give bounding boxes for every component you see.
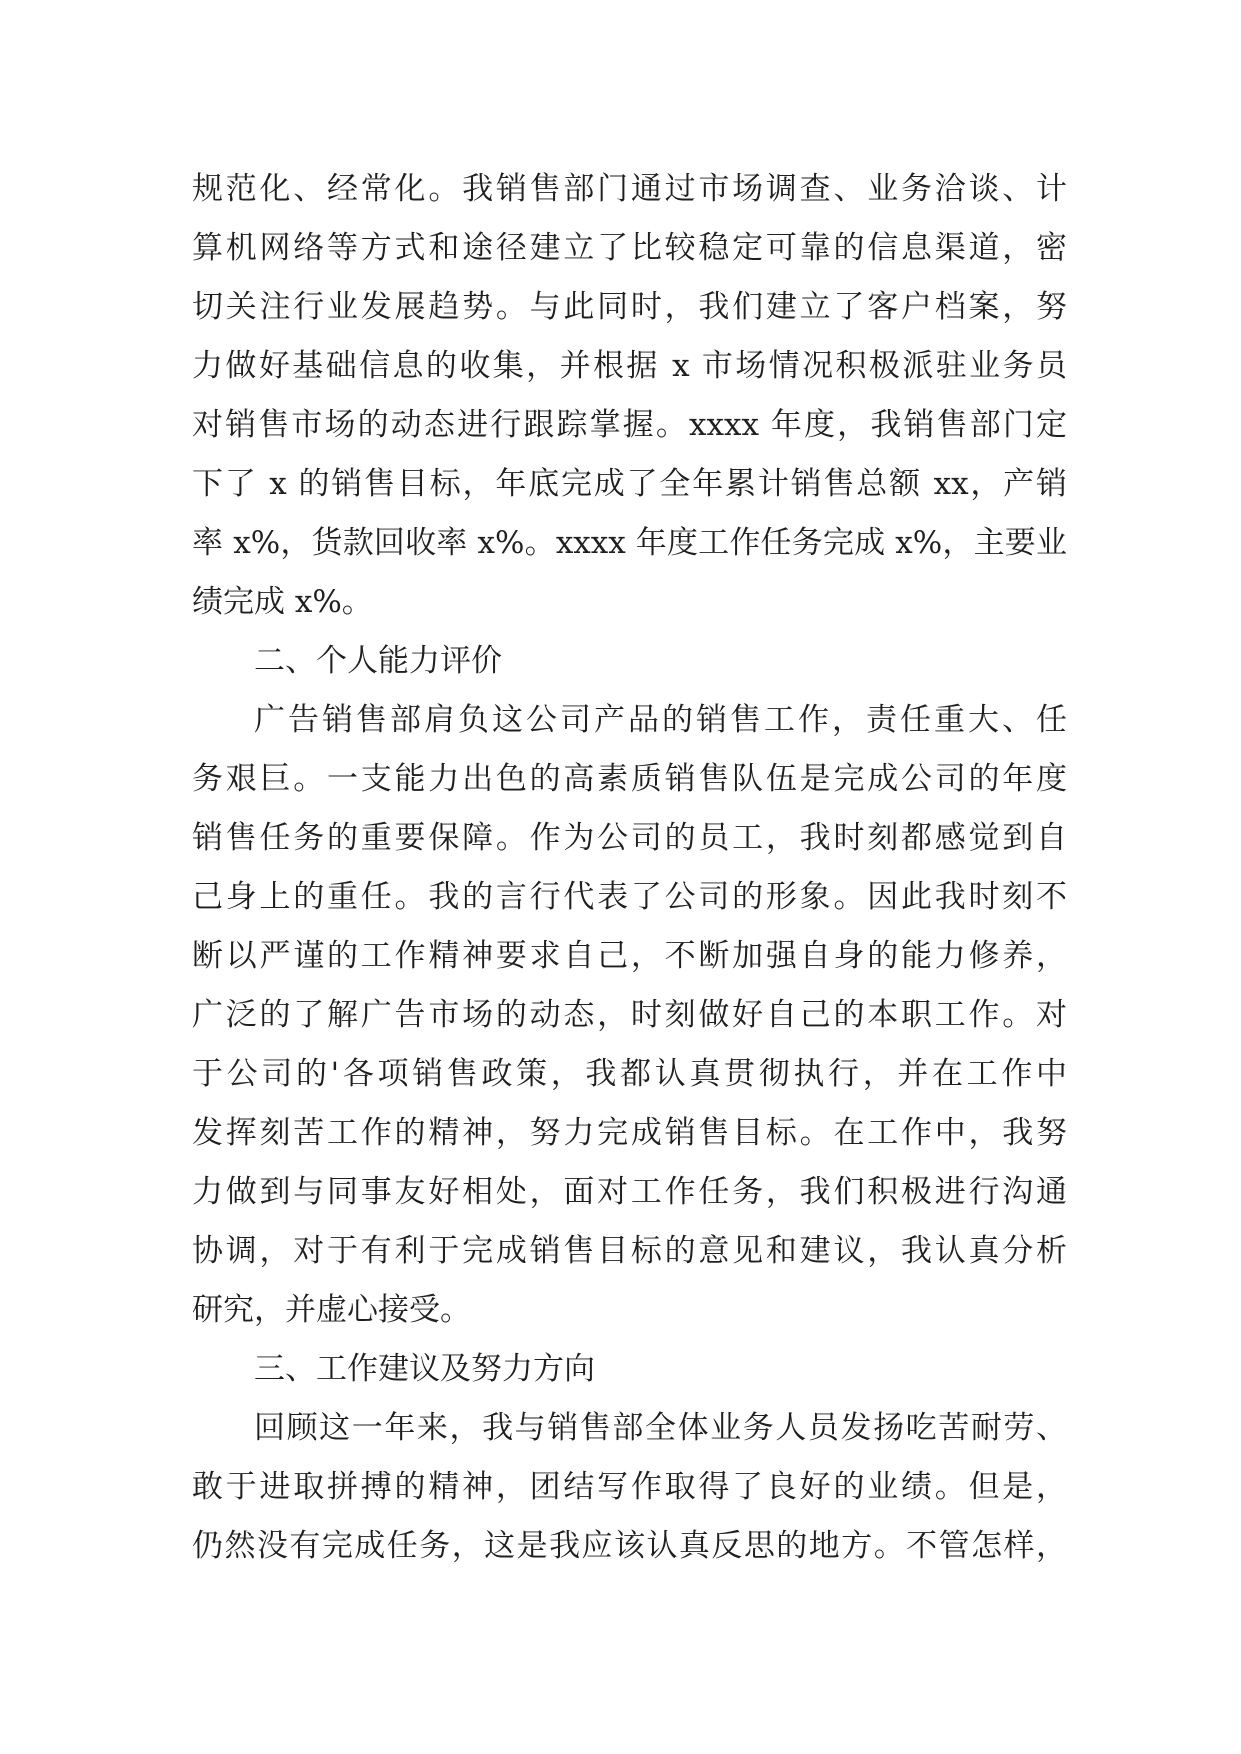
- text-line: 于公司的'各项销售政策，我都认真贯彻执行，并在工作中: [192, 1056, 1067, 1092]
- text-line: 断以严谨的工作精神要求自己，不断加强自身的能力修养，: [192, 938, 1067, 974]
- text-line: 力做到与同事友好相处，面对工作任务，我们积极进行沟通: [192, 1174, 1067, 1210]
- text-line: 协调，对于有利于完成销售目标的意见和建议，我认真分析: [192, 1233, 1067, 1269]
- text-line: 绩完成 x%。: [192, 584, 373, 620]
- text-line: 力做好基础信息的收集，并根据 x 市场情况积极派驻业务员: [192, 348, 1067, 384]
- text-line: 仍然没有完成任务，这是我应该认真反思的地方。不管怎样，: [192, 1528, 1067, 1564]
- text-line: 广泛的了解广告市场的动态，时刻做好自己的本职工作。对: [192, 997, 1067, 1033]
- text-line: 研究，并虚心接受。: [192, 1292, 471, 1328]
- text-line: 下了 x 的销售目标，年底完成了全年累计销售总额 xx，产销: [192, 466, 1067, 502]
- text-line: 切关注行业发展趋势。与此同时，我们建立了客户档案，努: [192, 289, 1067, 325]
- document-body: [192, 160, 1067, 1576]
- text-line: 规范化、经常化。我销售部门通过市场调查、业务洽谈、计: [192, 171, 1067, 207]
- text-line: 务艰巨。一支能力出色的高素质销售队伍是完成公司的年度: [192, 761, 1067, 797]
- text-line: 算机网络等方式和途径建立了比较稳定可靠的信息渠道，密: [192, 230, 1067, 266]
- text-line: 己身上的重任。我的言行代表了公司的形象。因此我时刻不: [192, 879, 1067, 915]
- text-line: 敢于进取拼搏的精神，团结写作取得了良好的业绩。但是，: [192, 1469, 1067, 1505]
- section-heading: 三、工作建议及努力方向: [254, 1351, 595, 1387]
- text-line: 对销售市场的动态进行跟踪掌握。xxxx 年度，我销售部门定: [192, 407, 1067, 443]
- paragraph-first-line: 回顾这一年来，我与销售部全体业务人员发扬吃苦耐劳、: [254, 1410, 1067, 1446]
- paragraph-first-line: 广告销售部肩负这公司产品的销售工作，责任重大、任: [254, 702, 1067, 738]
- text-line: 销售任务的重要保障。作为公司的员工，我时刻都感觉到自: [192, 820, 1067, 856]
- section-heading: 二、个人能力评价: [254, 643, 502, 679]
- text-line: 发挥刻苦工作的精神，努力完成销售目标。在工作中，我努: [192, 1115, 1067, 1151]
- text-line: 率 x%，货款回收率 x%。xxxx 年度工作任务完成 x%，主要业: [192, 525, 1067, 561]
